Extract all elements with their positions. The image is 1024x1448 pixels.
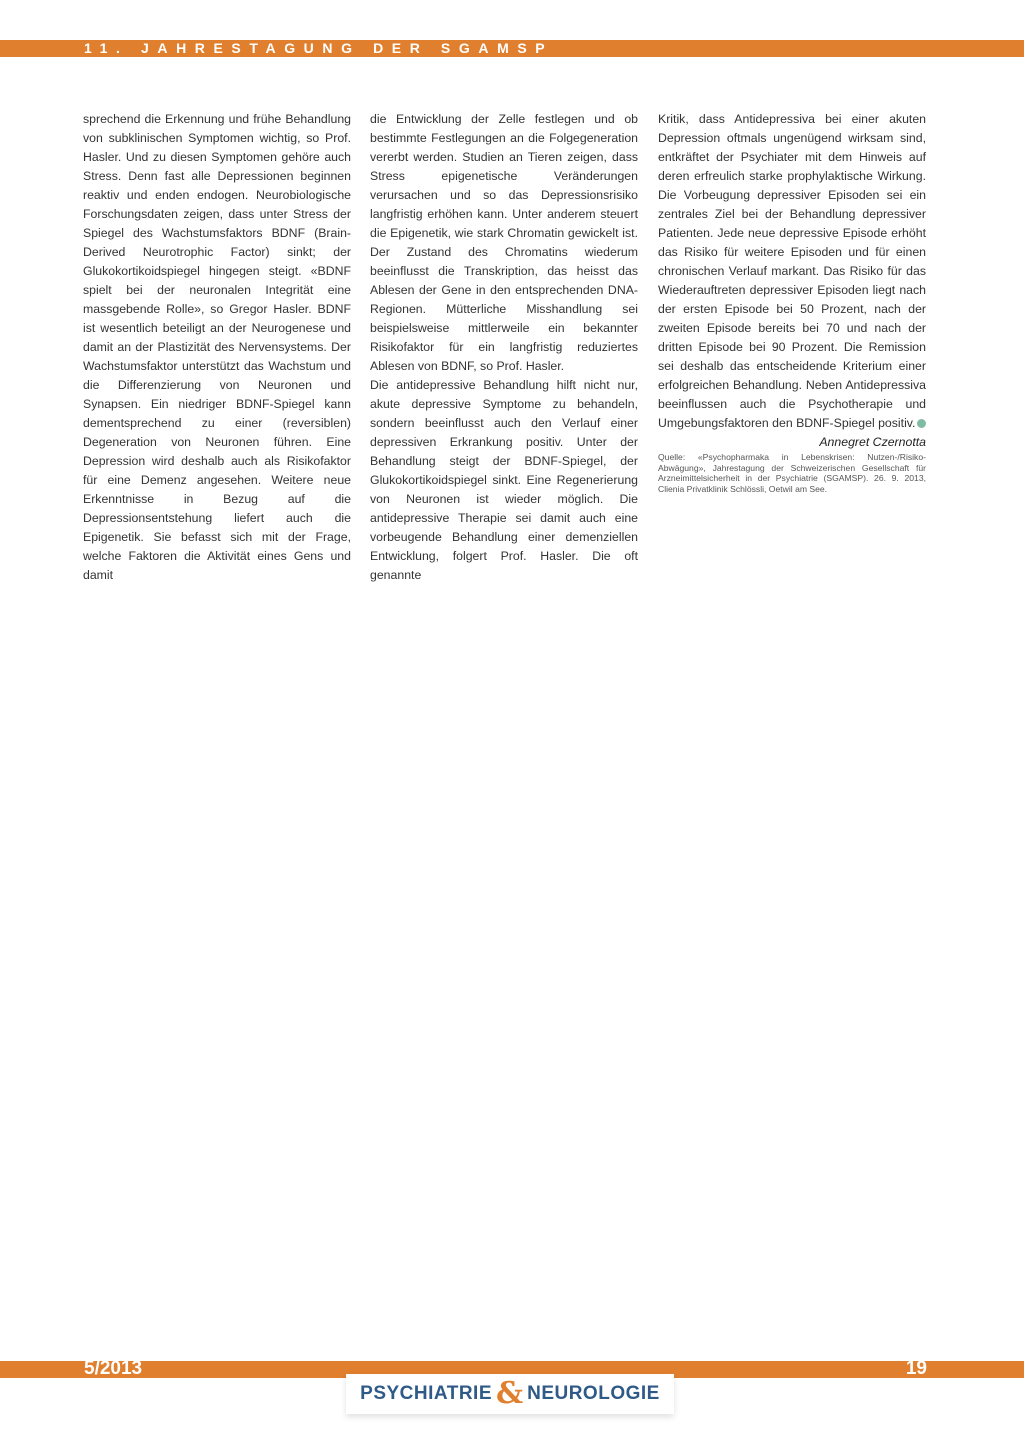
source-note: Quelle: «Psychopharmaka in Lebenskrisen: Nutzen-/Risiko-Abwägung», Jahrestagung der Schweizerischen Gesellschaft für Arzneimittelsicherheit in der Psychiatrie (SGAMSP). 26. 9. 2013, Clienia Privatklinik Schlössli, Oetwil am See.	[658, 452, 926, 494]
paragraph-last	[658, 110, 926, 433]
article-column-3	[658, 110, 926, 494]
paragraph: die Entwicklung der Zelle festlegen und ob bestimmte Festlegungen an die Folgegeneration vererbt werden. Studien an Tieren zeigen, dass Stress epigenetische Veränderungen verursachen und so das Depressionsrisiko langfristig erhöhen kann. Unter anderem steuert die Epigenetik, wie stark Chromatin gewickelt ist. Der Zustand des Chromatins wiederum beeinflusst die Transkription, das heisst das Ablesen der Gene in den entsprechenden DNA-Regionen. Mütterliche Misshandlung sei beispielsweise mittlerweile ein bekannter Risikofaktor für ein langfristig reduziertes Ablesen von BDNF, so Prof. Hasler.	[370, 112, 638, 373]
end-of-article-dot-icon	[917, 419, 926, 428]
paragraph: sprechend die Erkennung und frühe Behandlung von subklinischen Symptomen wichtig, so Prof. Hasler. Und zu diesen Symptomen gehöre auch Stress. Denn fast alle Depressionen beginnen reaktiv und enden endogen. Neurobiologische Forschungsdaten zeigen, dass unter Stress der Spiegel des Wachstumsfaktors BDNF (Brain-Derived Neurotrophic Factor) sinkt; der Glukokortikoidspiegel hingegen steigt. «BDNF spielt bei der neuronalen Integrität eine massgebende Rolle», so Gregor Hasler. BDNF ist wesentlich beteiligt an der Neurogenese und damit an der Plastizität des Nervensystems. Der Wachstumsfaktor unterstützt das Wachstum und die Differenzierung von Neuronen und Synapsen. Ein niedriger BDNF-Spiegel kann dementsprechend zu einer (reversiblen) Degeneration von Neuronen führen. Eine Depression wird deshalb auch als Risikofaktor für eine Demenz angesehen. Weitere neue Erkenntnisse in Bezug auf die Depressionsentstehung liefert auch die Epigenetik. Sie befasst sich mit der Frage, welche Faktoren die Aktivität eines Gens und damit	[83, 112, 351, 582]
paragraph-text: Kritik, dass Antidepressiva bei einer akuten Depression oftmals ungenügend wirksam sind, entkräftet der Psychiater mit dem Hinweis auf deren erfreulich starke prophylaktische Wirkung. Die Vorbeugung depressiver Episoden sei ein zentrales Ziel bei der Behandlung depressiver Patienten. Jede neue depressive Episode erhöht das Risiko für weitere Episoden und für einen chronischen Verlauf markant. Das Risiko für das Wiederauftreten depressiver Episoden liegt nach der ersten Episode bei 50 Prozent, nach der zweiten Episode bereits bei 70 und nach der dritten Episode bei 90 Prozent. Die Remission sei deshalb das entscheidende Kriterium einer erfolgreichen Behandlung. Neben Antidepressiva beeinflussen auch die Psychotherapie und Umgebungsfaktoren den BDNF-Spiegel positiv.	[658, 112, 926, 430]
issue-number: 5/2013	[84, 1358, 143, 1379]
journal-logo-ampersand: &	[496, 1376, 524, 1411]
paragraph: Die antidepressive Behandlung hilft nicht nur, akute depressive Symptome zu behandeln, sondern beeinflusst auch den Verlauf einer depressiven Erkrankung positiv. Unter der Behandlung steigt der BDNF-Spiegel, der Glukokortikoidspiegel sinkt. Eine Regenerierung von Neuronen ist wieder möglich. Die antidepressive Therapie sei damit auch eine vorbeugende Behandlung einer demenziellen Entwicklung, folgert Prof. Hasler. Die oft genannte	[370, 378, 638, 582]
running-header-title: 11. JAHRESTAGUNG DER SGAMSP	[84, 40, 554, 56]
page-number: 19	[905, 1358, 927, 1379]
journal-logo-word-2: NEUROLOGIE	[527, 1383, 660, 1404]
author-name: Annegret Czernotta	[819, 435, 926, 449]
journal-logo-word-1: PSYCHIATRIE	[360, 1383, 492, 1404]
journal-logo	[346, 1374, 674, 1414]
article-column-2	[370, 110, 638, 585]
article-column-1	[83, 110, 351, 585]
